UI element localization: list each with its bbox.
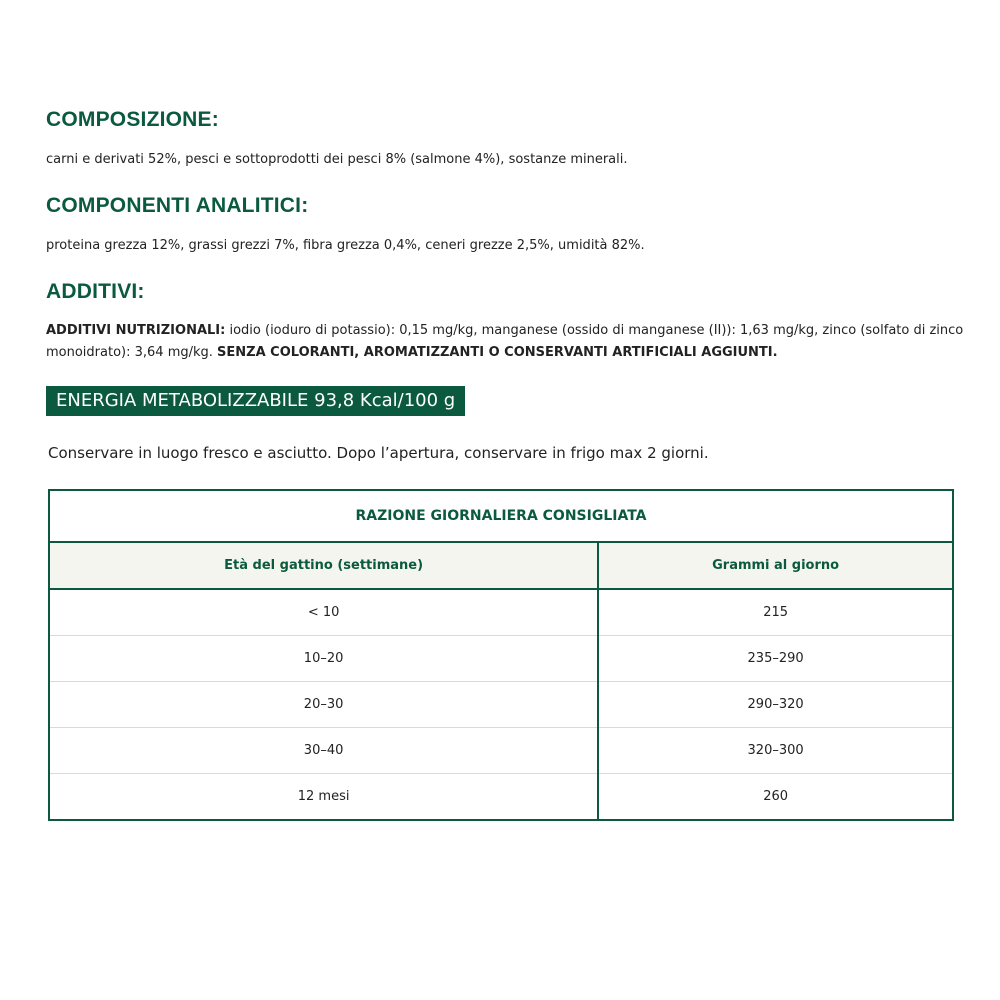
age-cell: 10–20	[49, 636, 598, 682]
no-additives-note: SENZA COLORANTI, AROMATIZZANTI O CONSERVANTI ARTIFICIALI AGGIUNTI.	[217, 345, 778, 360]
additives-text	[46, 320, 966, 364]
energy-banner: ENERGIA METABOLIZZABILE 93,8 Kcal/100 g	[46, 386, 465, 416]
analytics-text: proteina grezza 12%, grassi grezzi 7%, fibra grezza 0,4%, ceneri grezze 2,5%, umidità 82%.	[46, 238, 645, 253]
column-header-grams: Grammi al giorno	[598, 542, 953, 589]
table-row	[49, 636, 953, 682]
grams-cell: 235–290	[598, 636, 953, 682]
column-header-age: Età del gattino (settimane)	[49, 542, 598, 589]
analytics-heading: COMPONENTI ANALITICI:	[46, 194, 309, 217]
storage-note: Conservare in luogo fresco e asciutto. Dopo l’apertura, conservare in frigo max 2 giorni.	[48, 444, 709, 462]
additives-heading: ADDITIVI:	[46, 280, 145, 303]
grams-cell: 215	[598, 589, 953, 636]
table-row	[49, 589, 953, 636]
age-cell: < 10	[49, 589, 598, 636]
composition-heading: COMPOSIZIONE:	[46, 108, 219, 131]
ration-table	[48, 489, 954, 821]
age-cell: 30–40	[49, 728, 598, 774]
additives-label: ADDITIVI NUTRIZIONALI:	[46, 323, 226, 338]
table-row	[49, 728, 953, 774]
ration-table-title: RAZIONE GIORNALIERA CONSIGLIATA	[49, 490, 953, 542]
table-row	[49, 682, 953, 728]
age-cell: 20–30	[49, 682, 598, 728]
composition-text: carni e derivati 52%, pesci e sottoprodotti dei pesci 8% (salmone 4%), sostanze minerali.	[46, 152, 628, 167]
grams-cell: 290–320	[598, 682, 953, 728]
age-cell: 12 mesi	[49, 774, 598, 821]
grams-cell: 260	[763, 789, 789, 804]
grams-cell: 320–300	[598, 728, 953, 774]
table-row	[49, 774, 953, 821]
additives-detail: iodio (ioduro di potassio): 0,15 mg/kg, manganese (ossido di manganese (II)): 1,63 mg/kg, zinco (solfato di zinco monoidrato): 3,64 mg/kg.	[46, 323, 964, 360]
